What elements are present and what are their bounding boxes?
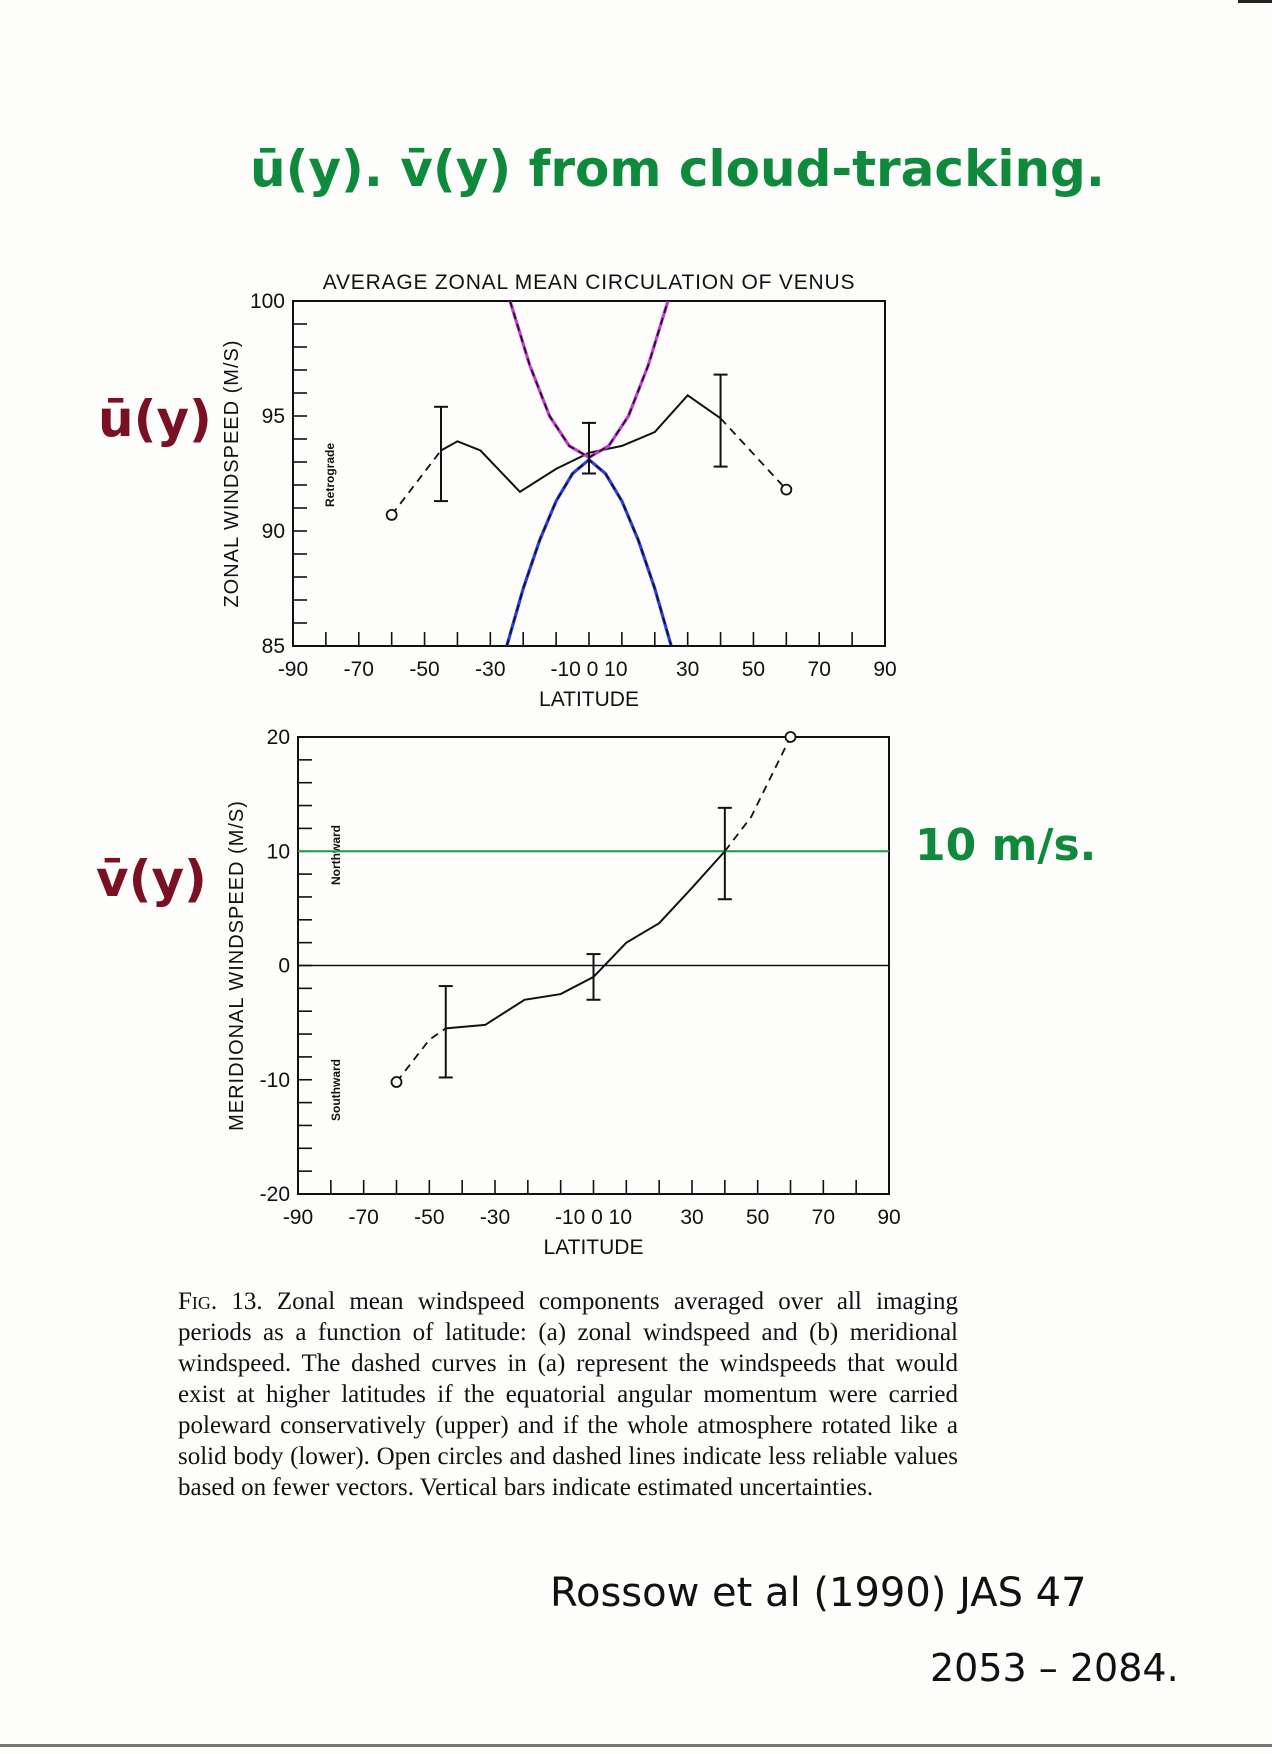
inner-label: Retrograde — [323, 442, 337, 508]
x-tick-label: -70 — [343, 658, 374, 681]
x-tick-label: 90 — [873, 658, 897, 681]
pages-annotation: 2053 – 2084. — [930, 1646, 1179, 1690]
y-tick-label: 0 — [278, 954, 290, 978]
caption-text: Zonal mean windspeed components averaged over all imaging periods as a function of latitude: (a) zonal windspeed and (b) meridional windspeed. The dashed curves in (a) represent the windspeeds that would exist at higher latitudes if the equatorial angular momentum were carried poleward conservatively (upper) and if the whole atmosphere rotated like a solid body (lower). Open circles and dashed lines indicate less reliable values based on fewer vectors. Vertical bars indicate estimated uncertainties. — [178, 1288, 959, 1501]
x-tick-label: -90 — [277, 658, 309, 681]
figure-caption — [178, 1286, 958, 1503]
v-annotation: v̄(y) — [96, 850, 207, 908]
x-tick-label: -10 0 10 — [554, 1206, 633, 1229]
x-tick-label: -10 0 10 — [550, 658, 628, 681]
inner-label: Southward — [329, 1059, 343, 1121]
x-tick-label: 70 — [807, 658, 831, 681]
series-line — [446, 851, 725, 1028]
chart-title: AVERAGE ZONAL MEAN CIRCULATION OF VENUS — [322, 271, 856, 294]
x-axis-label: LATITUDE — [543, 1236, 644, 1259]
scan-corner — [1238, 0, 1272, 3]
x-tick-label: 50 — [741, 658, 766, 681]
x-tick-label: -90 — [282, 1206, 314, 1229]
x-axis-label: LATITUDE — [539, 688, 639, 711]
y-tick-label: 90 — [261, 520, 285, 543]
x-tick-label: 90 — [877, 1206, 901, 1229]
y-tick-label: 100 — [249, 290, 285, 313]
top-annotation: ū(y). v̄(y) from cloud-tracking. — [250, 140, 1105, 198]
inner-label: Northward — [329, 825, 343, 885]
scan-edge — [0, 1744, 1272, 1747]
figure-label: Fig. 13. — [178, 1288, 263, 1315]
citation-annotation: Rossow et al (1990) JAS 47 — [550, 1570, 1087, 1616]
ten-ms-annotation: 10 m/s. — [915, 820, 1097, 871]
u-annotation: ū(y) — [98, 390, 212, 448]
x-tick-label: -50 — [409, 658, 440, 681]
x-tick-label: 50 — [745, 1206, 770, 1229]
y-tick-label: 95 — [261, 405, 285, 428]
y-tick-label: 85 — [261, 635, 285, 658]
open-point — [392, 1077, 402, 1087]
y-tick-label: -10 — [259, 1068, 290, 1092]
x-tick-label: 70 — [811, 1206, 836, 1229]
y-tick-label: -20 — [259, 1183, 290, 1206]
series-line-dashed — [725, 737, 791, 851]
x-tick-label: 30 — [675, 658, 700, 681]
y-axis-label: MERIDIONAL WINDSPEED (M/S) — [226, 800, 248, 1131]
y-axis-label: ZONAL WINDSPEED (M/S) — [221, 339, 243, 608]
x-tick-label: -30 — [479, 1206, 511, 1229]
x-tick-label: -30 — [475, 658, 506, 681]
y-tick-label: 10 — [266, 840, 290, 864]
x-tick-label: -50 — [414, 1206, 445, 1229]
y-tick-label: 20 — [266, 726, 290, 749]
open-point — [786, 732, 796, 742]
x-tick-label: 30 — [680, 1206, 704, 1229]
x-tick-label: -70 — [348, 1206, 379, 1229]
series-line-dashed — [397, 1028, 446, 1082]
